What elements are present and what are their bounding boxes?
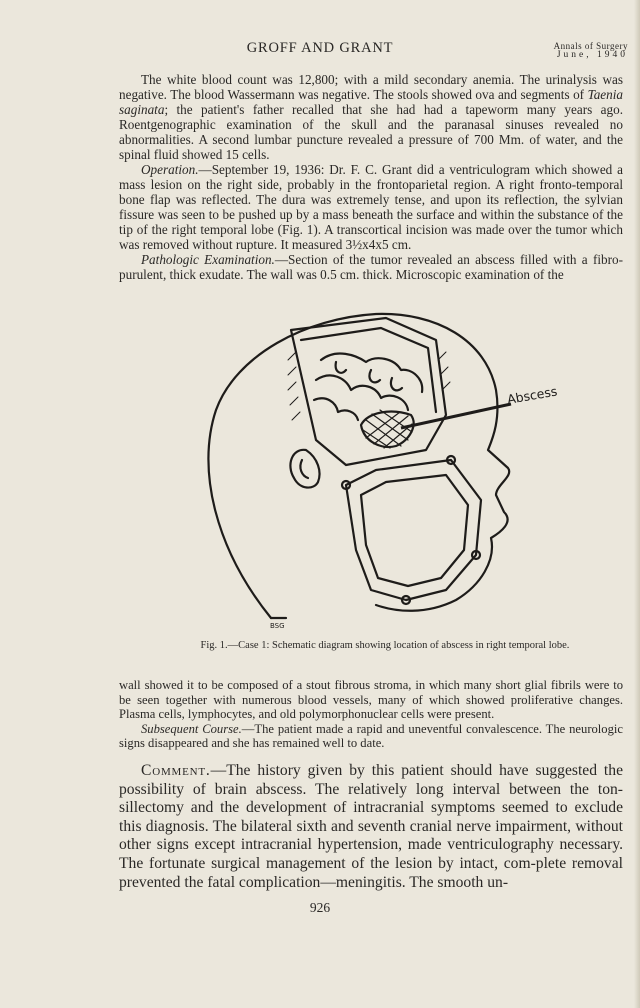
paragraph-pathology-cont: wall showed it to be composed of a stout fibrous stroma, in which many short glial fibrils were to be seen together with numerous blood vessels, many of which showed proliferative changes. Plasma cells, lymphocytes, and old polymorphonuclear cells were present. [119, 678, 623, 722]
facial-bone-inner [361, 475, 468, 586]
facial-bone-frame [346, 460, 481, 600]
head-outline [208, 314, 509, 618]
brain-gyri [321, 354, 422, 392]
run-in-heading: Pathologic Examination. [141, 252, 275, 267]
paragraph-text: —The patient made a rapid and uneventful convalescence. The neurologic signs disappeared and she has remained well to date. [119, 721, 623, 751]
journal-info [554, 42, 628, 60]
body-text-middle [119, 678, 623, 751]
run-in-heading: Subsequent Course. [141, 721, 242, 736]
page-header [0, 38, 640, 58]
body-text-comment [119, 762, 623, 892]
figure-schematic-diagram [196, 300, 596, 630]
body-text-top [119, 72, 623, 282]
ear-inner [300, 460, 308, 478]
abscess-pointer-line [401, 404, 511, 428]
figure-caption: Fig. 1.—Case 1: Schematic diagram showing location of abscess in right temporal lobe. [200, 640, 570, 651]
run-in-heading: Operation. [141, 162, 199, 177]
journal-name: Annals of Surgery [553, 41, 628, 51]
paragraph-text: The white blood count was 12,800; with a mild secondary anemia. The urinalysis was negative. The blood Wassermann was negative. The stools showed ova and segments of [119, 72, 623, 102]
page-edge-shadow [634, 0, 640, 1008]
italic-term: Taenia saginata [119, 87, 623, 117]
paragraph-text: ; the patient's father recalled that she had had a tapeworm many years ago. Roentgenographic examination of the skull and the paranasal sinuses revealed no abnormalities. A second lumbar puncture revealed a pressure of 700 Mm. of water, and the spinal fluid showed 15 cells. [119, 102, 623, 162]
running-head: GROFF AND GRANT [246, 40, 394, 56]
artist-initials: BSG [270, 622, 285, 630]
brain-gyri [314, 398, 358, 420]
paragraph-text: —Section of the tumor revealed an abscess filled with a fibro-purulent, thick exudate. The wall was 0.5 cm. thick. Microscopic examination of the [119, 252, 623, 282]
paragraph-lab-results [119, 72, 623, 162]
paragraph-comment [119, 762, 623, 892]
paragraph-text: —The history given by this patient should have suggested the possibility of brain abscess. The relatively long interval between the ton-sillectomy and the development of intracranial symptoms seemed to exclude this diagnosis. The bilateral sixth and seventh cranial nerve impairment, without other signs except intracranial hypertension, made ventriculography necessary. The fortunate surgical management of the lesion by intact, com-plete removal prevented the fatal complication—meningitis. The smooth un- [119, 762, 623, 891]
paragraph-pathology [119, 252, 623, 282]
paragraph-text: —September 19, 1936: Dr. F. C. Grant did a ventriculogram which showed a mass lesion on the right side, probably in the frontoparietal region. A right fronto-temporal bone flap was reflected. The dura was extremely tense, and upon its reflection, the sylvian fissure was seen to be pushed up by a mass beneath the surface and within the substance of the tip of the right temporal lobe (Fig. 1). A transcortical incision was made over the tumor which was removed without rupture. It measured 3½x4x5 cm. [119, 162, 623, 252]
run-in-heading: Comment. [141, 762, 211, 779]
journal-date: June, 1940 [556, 50, 628, 60]
ear [290, 450, 319, 488]
page-number: 926 [309, 900, 331, 915]
paragraph-operation [119, 162, 623, 252]
paragraph-course [119, 722, 623, 751]
brain-gyri [316, 375, 408, 410]
abscess-label: Abscess [505, 383, 559, 407]
